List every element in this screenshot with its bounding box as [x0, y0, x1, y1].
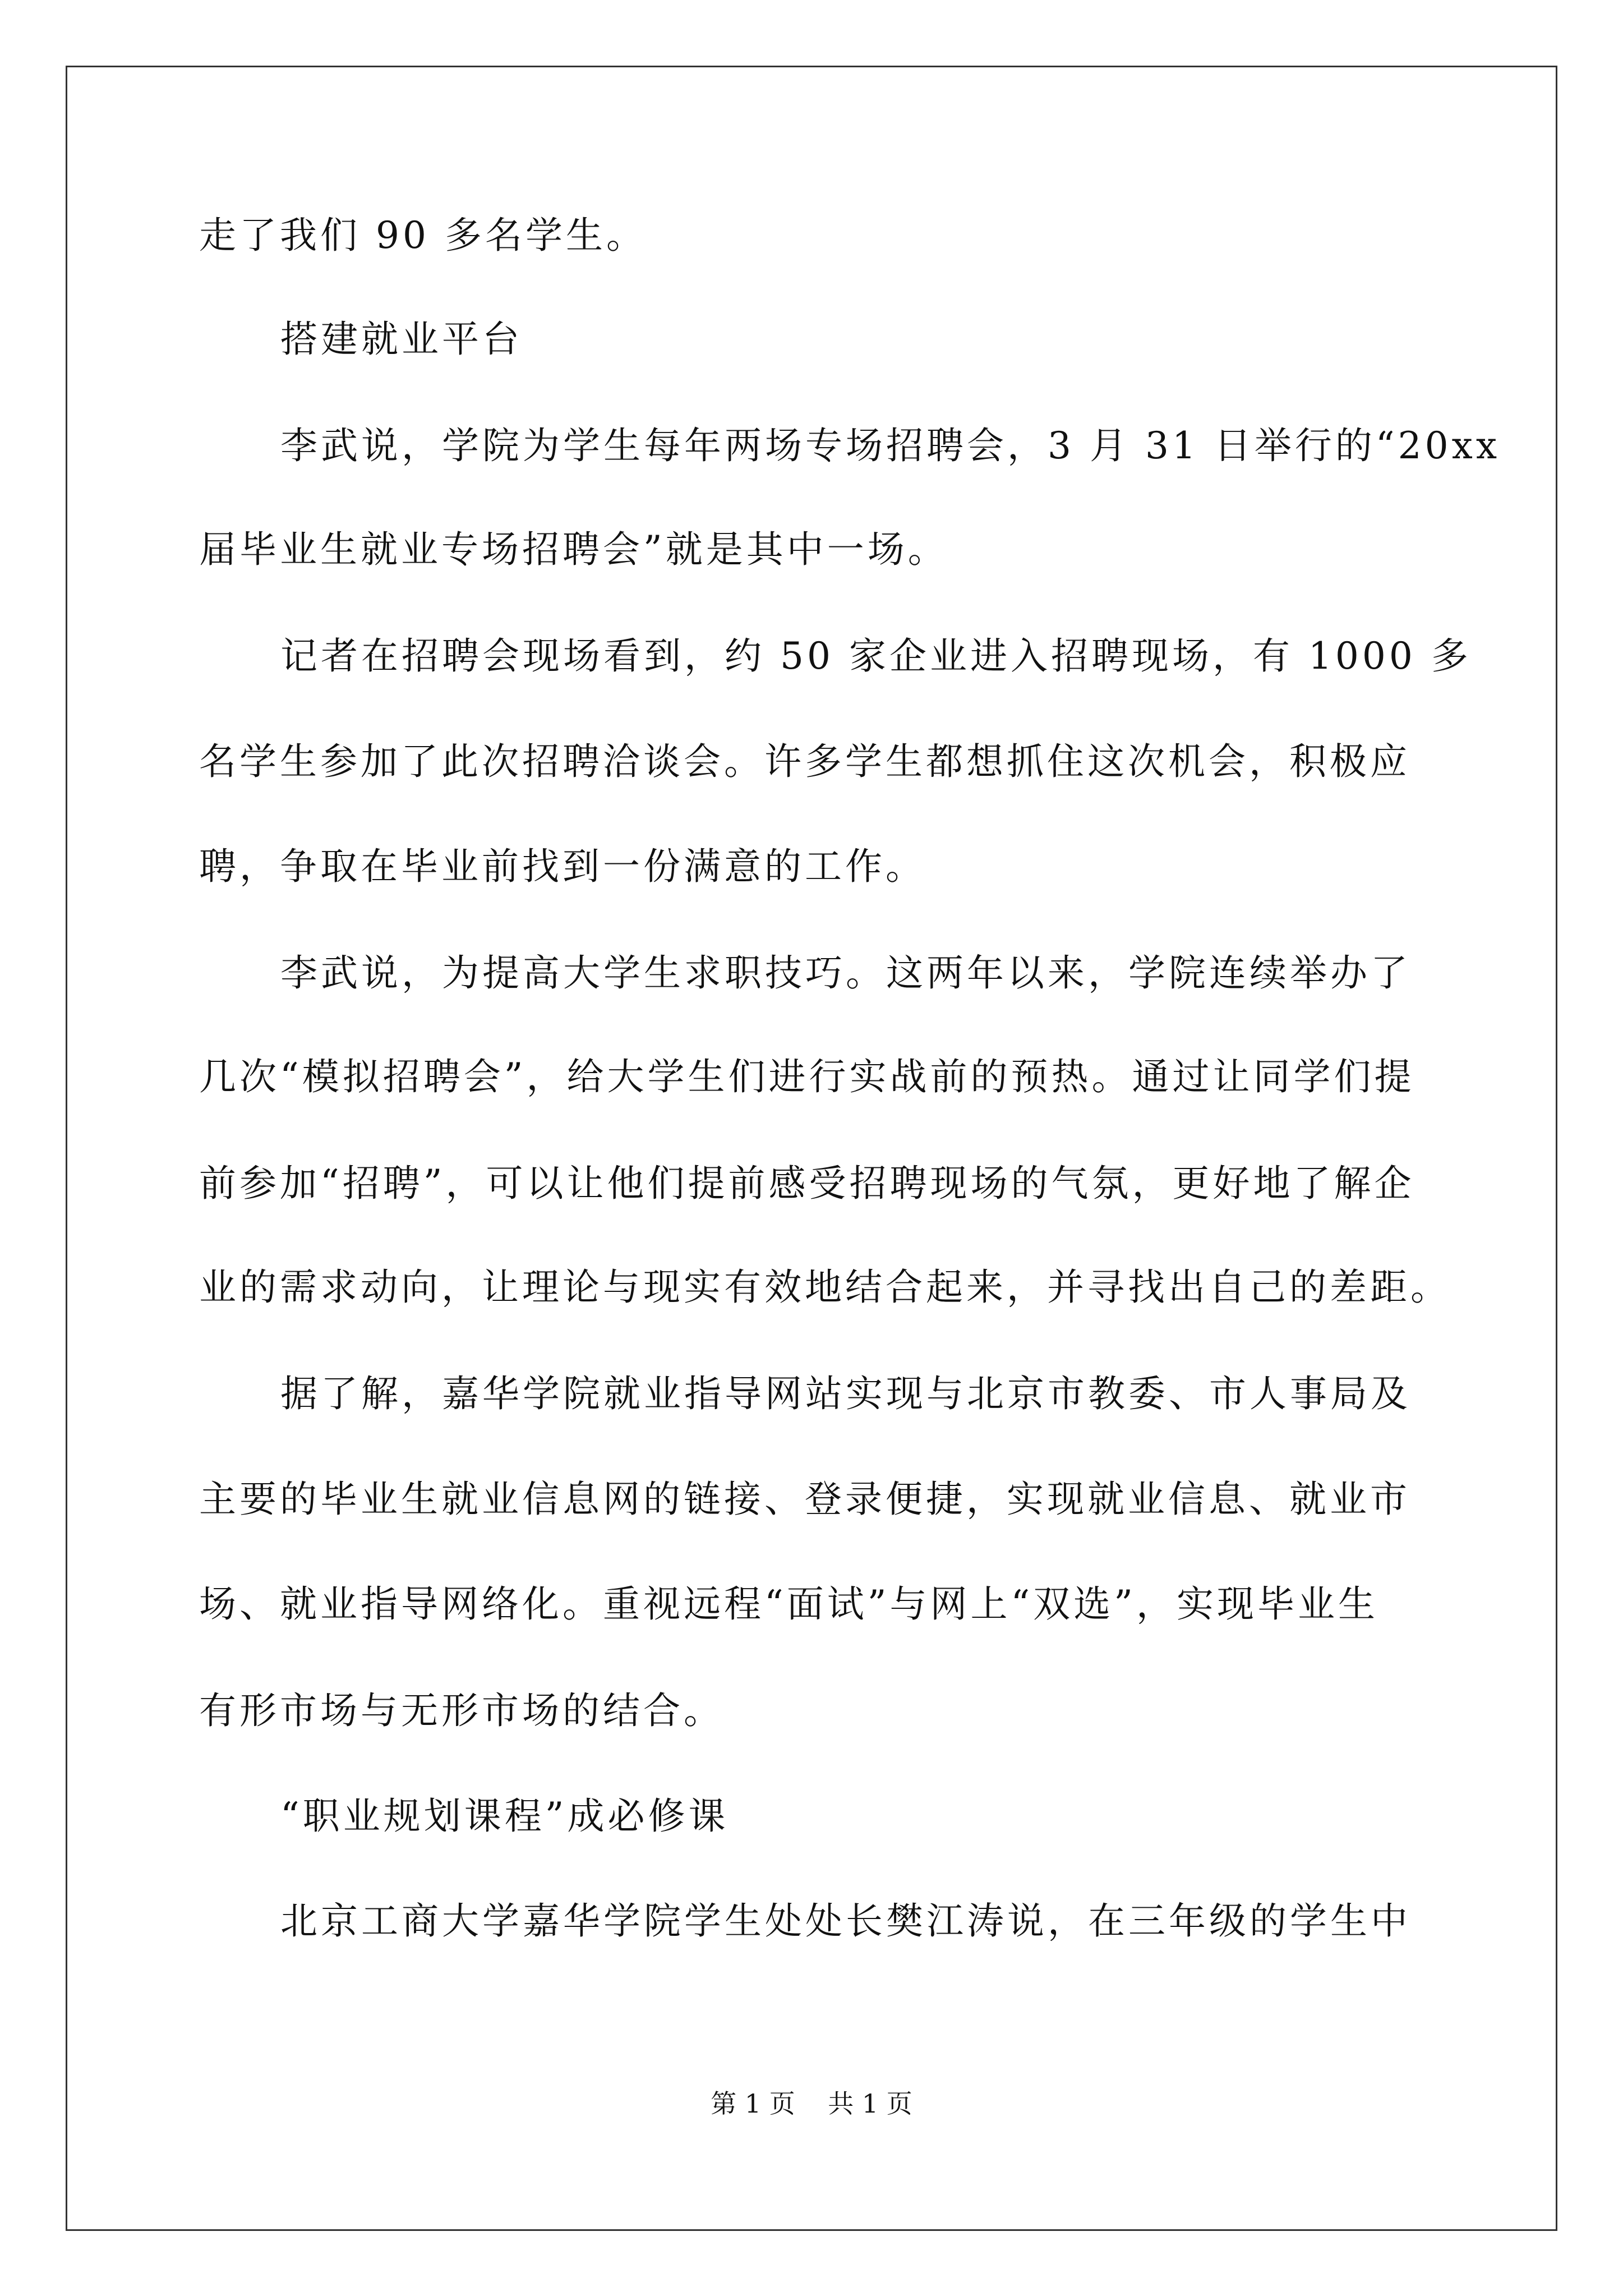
text-line: 聘，争取在毕业前找到一份满意的工作。: [199, 845, 926, 888]
section-heading: “职业规划课程”成必修课: [280, 1795, 729, 1838]
page-footer: 第 1 页 共 1 页: [711, 2088, 912, 2119]
section-heading: 搭建就业平台: [280, 318, 523, 361]
text-line: 北京工商大学嘉华学院学生处处长樊江涛说，在三年级的学生中: [280, 1899, 1411, 1943]
text-line: 有形市场与无形市场的结合。: [199, 1689, 724, 1732]
text-line: 几次“模拟招聘会”，给大学生们进行实战前的预热。通过让同学们提: [199, 1055, 1415, 1098]
text-line: 业的需求动向，让理论与现实有效地结合起来，并寻找出自己的差距。: [199, 1266, 1451, 1309]
text-line: 场、就业指导网络化。重视远程“面试”与网上“双选”，实现毕业生: [199, 1582, 1378, 1626]
text-line: 记者在招聘会现场看到，约 50 家企业进入招聘现场，有 1000 多: [280, 634, 1472, 678]
text-line: 据了解，嘉华学院就业指导网站实现与北京市教委、市人事局及: [280, 1372, 1411, 1415]
text-line: 李武说，为提高大学生求职技巧。这两年以来，学院连续举办了: [280, 951, 1411, 995]
text-line: 主要的毕业生就业信息网的链接、登录便捷，实现就业信息、就业市: [199, 1478, 1410, 1521]
text-line: 名学生参加了此次招聘洽谈会。许多学生都想抓住这次机会，积极应: [199, 740, 1410, 783]
text-line: 李武说，学院为学生每年两场专场招聘会，3 月 31 日举行的“20xx: [280, 424, 1501, 467]
text-line: 届毕业生就业专场招聘会”就是其中一场。: [199, 528, 948, 571]
text-line: 走了我们 90 多名学生。: [199, 214, 647, 257]
text-line: 前参加“招聘”，可以让他们提前感受招聘现场的气氛，更好地了解企: [199, 1162, 1415, 1205]
